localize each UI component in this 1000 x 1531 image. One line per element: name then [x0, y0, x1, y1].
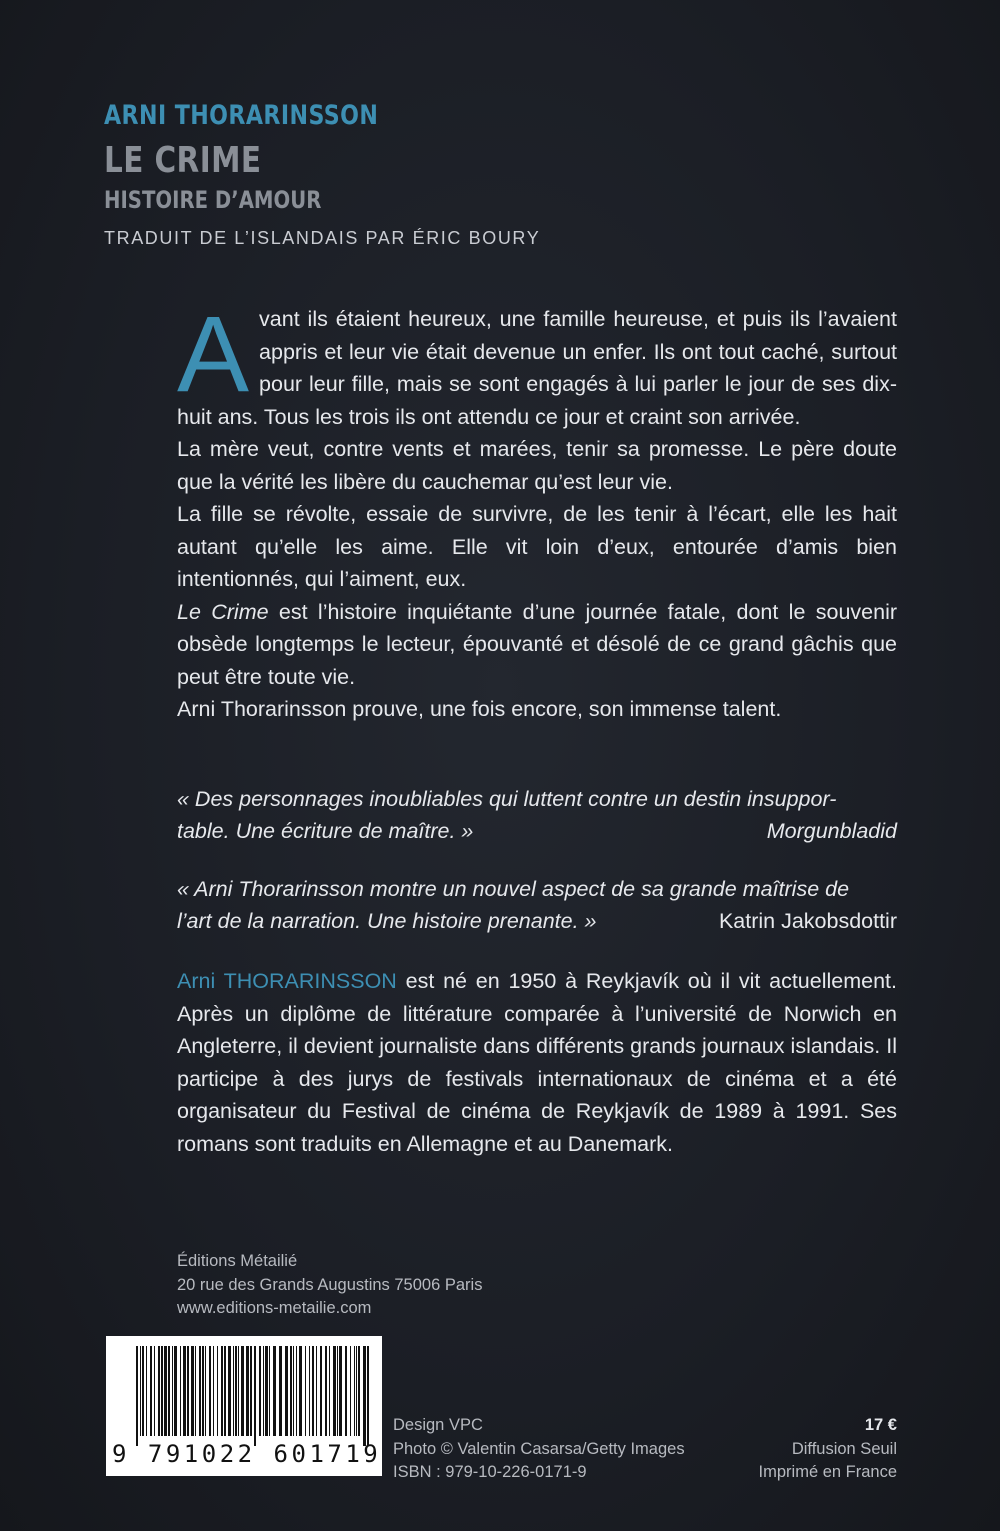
bio-text: est né en 1950 à Reykjavík où il vit actuellement. Après un diplôme de littérature comparée à l’université de Norwich en Angleterre, il devient journaliste dans différents grands journaux islandais. Il participe à des jurys de festivals internationaux de cinéma et a été organisateur du Festival de cinéma de Reykjavík de 1989 à 1991. Ses romans sont traduits en Allemagne et au Danemark.	[177, 969, 897, 1156]
quote-text: « Arni Thorarinsson montre un nouvel aspect de sa grande maîtrise de	[177, 877, 850, 901]
blurb-p4-text: est l’histoire inquiétante d’une journée fatale, dont le souvenir obsède longtemps le lecteur, épouvanté et désolé de ce grand gâchis que peut être toute vie.	[177, 599, 898, 689]
publisher-name: Éditions Métailié	[177, 1252, 298, 1270]
design-credit: Design VPC	[393, 1416, 483, 1434]
photo-credit: Photo © Valentin Casarsa/Getty Images	[393, 1439, 685, 1458]
drop-cap: A	[177, 293, 250, 414]
book-title: LE CRIME	[104, 140, 262, 181]
blurb-paragraph-4	[177, 596, 897, 694]
publisher-info	[177, 1250, 482, 1321]
quote-line	[177, 815, 897, 847]
translator-credit: TRADUIT DE L’ISLANDAIS PAR ÉRIC BOURY	[104, 228, 541, 248]
bio-author-name: Arni THORARINSSON	[177, 969, 397, 993]
blurb-paragraph-3: La fille se révolte, essaie de survivre, de les tenir à l’écart, elle les hait autant qu’elle les aime. Elle vit loin d’eux, entourée d’amis bien intentionnés, qui l’aiment, eux.	[177, 502, 897, 591]
blurb-p1-text: vant ils étaient heureux, une famille heureuse, et puis ils l’avaient appris et leur vie était devenue un enfer. Ils ont tout caché, surtout pour leur fille, mais se sont engagés à lui parler le jour de ses dix-huit ans. Tous les trois ils ont attendu ce jour et craint son arrivée.	[177, 307, 897, 429]
distribution: Diffusion Seuil	[791, 1439, 897, 1458]
book-subtitle: HISTOIRE D’AMOUR	[104, 186, 322, 214]
credits	[393, 1414, 685, 1485]
blurb-paragraph-1	[177, 293, 897, 433]
quote-line	[177, 905, 897, 937]
publisher-website: www.editions-metailie.com	[177, 1299, 372, 1317]
quote-text: l’art de la narration. Une histoire prenante. »	[177, 909, 597, 933]
price: 17 €	[864, 1416, 897, 1434]
review-quote-2	[177, 873, 897, 937]
barcode	[106, 1336, 382, 1476]
price-block	[759, 1414, 897, 1485]
barcode-digits: 9 791022 601719	[112, 1440, 382, 1468]
publisher-address: 20 rue des Grands Augustins 75006 Paris	[177, 1275, 483, 1294]
author-bio	[177, 965, 897, 1160]
blurb-paragraph-5: Arni Thorarinsson prouve, une fois encore, son immense talent.	[177, 697, 782, 721]
quote-source: Morgunbladid	[766, 819, 897, 843]
blurb	[177, 293, 898, 726]
isbn: ISBN : 979-10-226-0171-9	[393, 1463, 587, 1481]
review-quote-1	[177, 783, 897, 847]
blurb-title-ref: Le Crime	[177, 599, 269, 624]
quote-text: « Des personnages inoubliables qui luttent contre un destin insuppor-	[177, 787, 837, 811]
blurb-paragraph-2: La mère veut, contre vents et marées, tenir sa promesse. Le père doute que la vérité les libère du cauchemar qu’est leur vie.	[177, 437, 897, 494]
quote-line	[177, 783, 897, 815]
quote-source: Katrin Jakobsdottir	[718, 909, 897, 933]
printed-in: Imprimé en France	[758, 1463, 897, 1481]
quote-text: table. Une écriture de maître. »	[177, 819, 474, 843]
quote-line	[177, 873, 897, 905]
author-name: ARNI THORARINSSON	[104, 100, 379, 131]
